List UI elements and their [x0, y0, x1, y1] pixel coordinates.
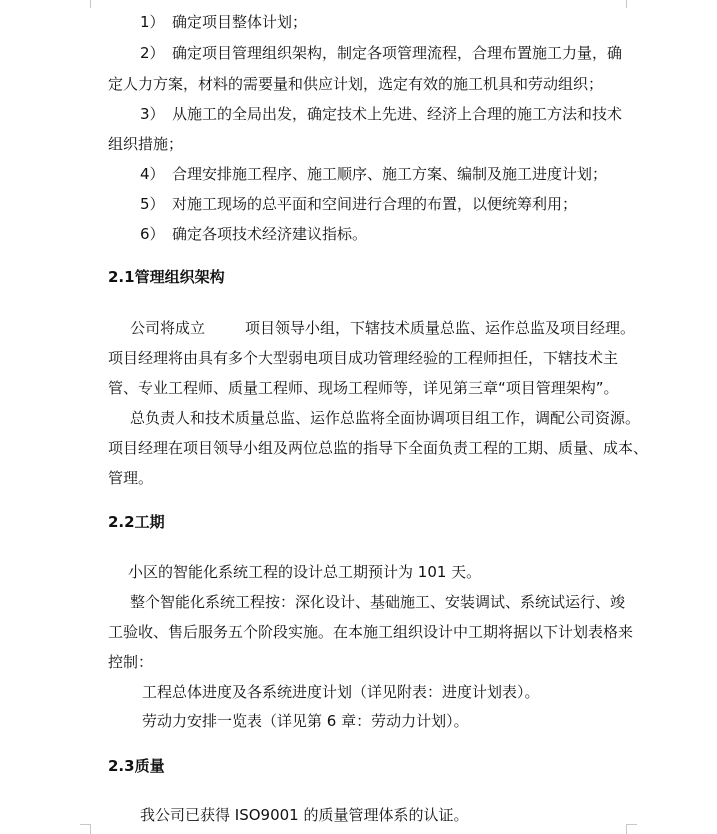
- list-number: 4）: [140, 165, 165, 183]
- paragraph-text: 项目领导小组，下辖技术质量总监、运作总监及项目经理。: [245, 319, 636, 337]
- paragraph-line: 劳动力安排一览表（详见第 6 章：劳动力计划）。: [142, 712, 469, 730]
- paragraph-text: 公司将成立: [130, 319, 206, 337]
- list-item: [140, 194, 577, 214]
- crop-mark-bottom-right-h: [627, 824, 637, 825]
- list-number: 2）: [140, 44, 165, 62]
- list-text: 对施工现场的总平面和空间进行合理的布置，以便统筹利用；: [172, 195, 578, 213]
- paragraph-line: 项目经理在项目领导小组及两位总监的指导下全面负责工程的工期、质量、成本、: [108, 439, 649, 457]
- paragraph-line: 控制：: [108, 653, 154, 671]
- paragraph-line: 管理。: [108, 469, 154, 487]
- list-item-continuation: 定人力方案，材料的需要量和供应计划，选定有效的施工机具和劳动组织；: [108, 75, 604, 93]
- crop-mark-bottom-left-h: [80, 824, 90, 825]
- paragraph-line: 总负责人和技术质量总监、运作总监将全面协调项目组工作，调配公司资源。: [130, 409, 641, 427]
- paragraph-line: 我公司已获得 ISO9001 的质量管理体系的认证。: [140, 806, 469, 824]
- list-number: 6）: [140, 225, 165, 243]
- list-item: [140, 104, 622, 124]
- crop-mark-top-left: [90, 0, 91, 8]
- paragraph-line: 工程总体进度及各系统进度计划（详见附表：进度计划表）。: [142, 683, 540, 701]
- list-text: 确定各项技术经济建议指标。: [172, 225, 368, 243]
- paragraph-line: 整个智能化系统工程按：深化设计、基础施工、安装调试、系统试运行、竣: [130, 593, 626, 611]
- section-heading-2-1: 2.1管理组织架构: [108, 268, 225, 286]
- section-heading-2-2: 2.2工期: [108, 513, 165, 531]
- list-item-continuation: 组织措施；: [108, 135, 184, 153]
- list-text: 从施工的全局出发，确定技术上先进、经济上合理的施工方法和技术: [172, 105, 623, 123]
- list-number: 1）: [140, 13, 165, 31]
- paragraph-line: 工验收、售后服务五个阶段实施。在本施工组织设计中工期将据以下计划表格来: [108, 623, 634, 641]
- list-item: [140, 43, 622, 63]
- list-text: 确定项目整体计划；: [172, 13, 308, 31]
- section-heading-2-3: 2.3质量: [108, 757, 165, 775]
- list-text: 确定项目管理组织架构，制定各项管理流程，合理布置施工力量，确: [172, 44, 623, 62]
- paragraph-line: 小区的智能化系统工程的设计总工期预计为 101 天。: [128, 563, 482, 581]
- list-item: [140, 224, 367, 244]
- list-item: [140, 164, 607, 184]
- list-number: 3）: [140, 105, 165, 123]
- paragraph-line: 管、专业工程师、质量工程师、现场工程师等，详见第三章“项目管理架构”。: [108, 379, 619, 397]
- crop-mark-top-right: [626, 0, 627, 8]
- list-item: [140, 12, 307, 32]
- list-text: 合理安排施工程序、施工顺序、施工方案、编制及施工进度计划；: [172, 165, 608, 183]
- paragraph-line: 项目经理将由具有多个大型弱电项目成功管理经验的工程师担任，下辖技术主: [108, 349, 619, 367]
- list-number: 5）: [140, 195, 165, 213]
- paragraph-line: [130, 318, 635, 338]
